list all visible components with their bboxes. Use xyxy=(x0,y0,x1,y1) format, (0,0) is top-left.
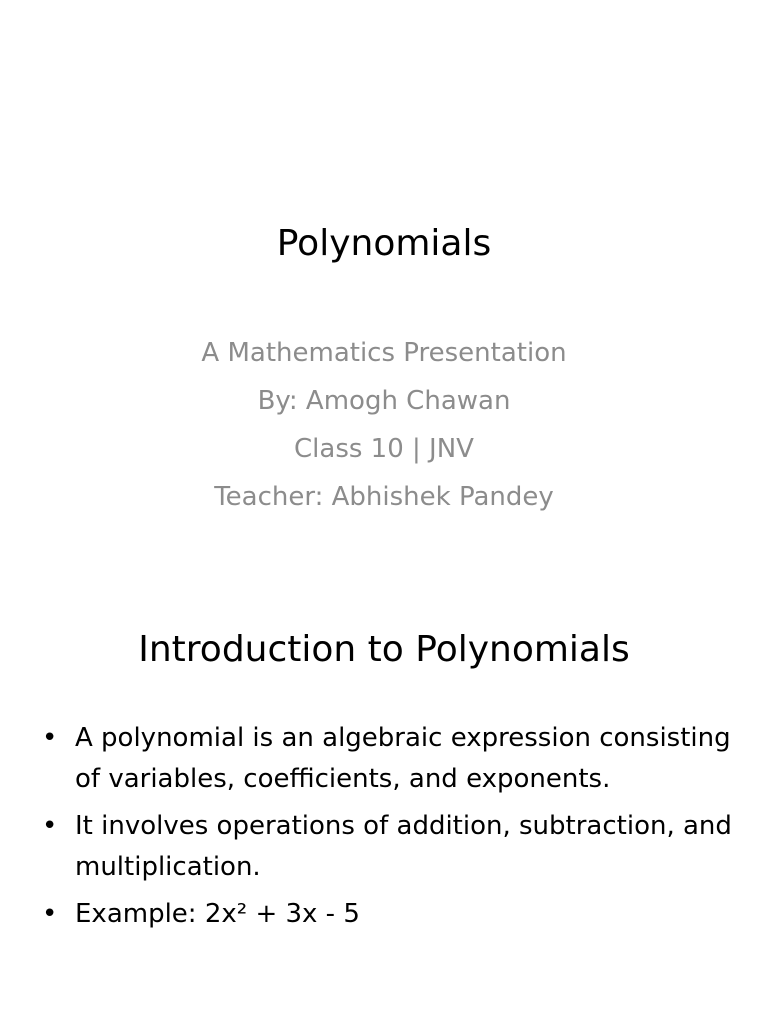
bullet-icon: • xyxy=(42,899,58,929)
list-item xyxy=(42,718,732,800)
subtitle-line: Class 10 | JNV xyxy=(294,434,474,464)
subtitle-block xyxy=(0,332,768,524)
slide-title: Polynomials xyxy=(276,223,492,264)
list-item xyxy=(42,894,732,935)
bullet-icon: • xyxy=(42,811,58,841)
subtitle-line: By: Amogh Chawan xyxy=(257,386,511,416)
content-slide xyxy=(0,576,768,1024)
bullet-text: It involves operations of addition, subtraction, and multiplication. xyxy=(75,811,732,882)
subtitle-line: A Mathematics Presentation xyxy=(201,338,567,368)
bullet-text: Example: 2x² + 3x - 5 xyxy=(75,899,360,929)
bullet-icon: • xyxy=(42,723,58,753)
bullet-text: A polynomial is an algebraic expression consisting of variables, coefficients, and exponents. xyxy=(75,723,731,794)
list-item xyxy=(42,806,732,888)
bullet-list xyxy=(42,718,732,941)
subtitle-line: Teacher: Abhishek Pandey xyxy=(214,482,554,512)
slide-title: Introduction to Polynomials xyxy=(138,629,630,670)
